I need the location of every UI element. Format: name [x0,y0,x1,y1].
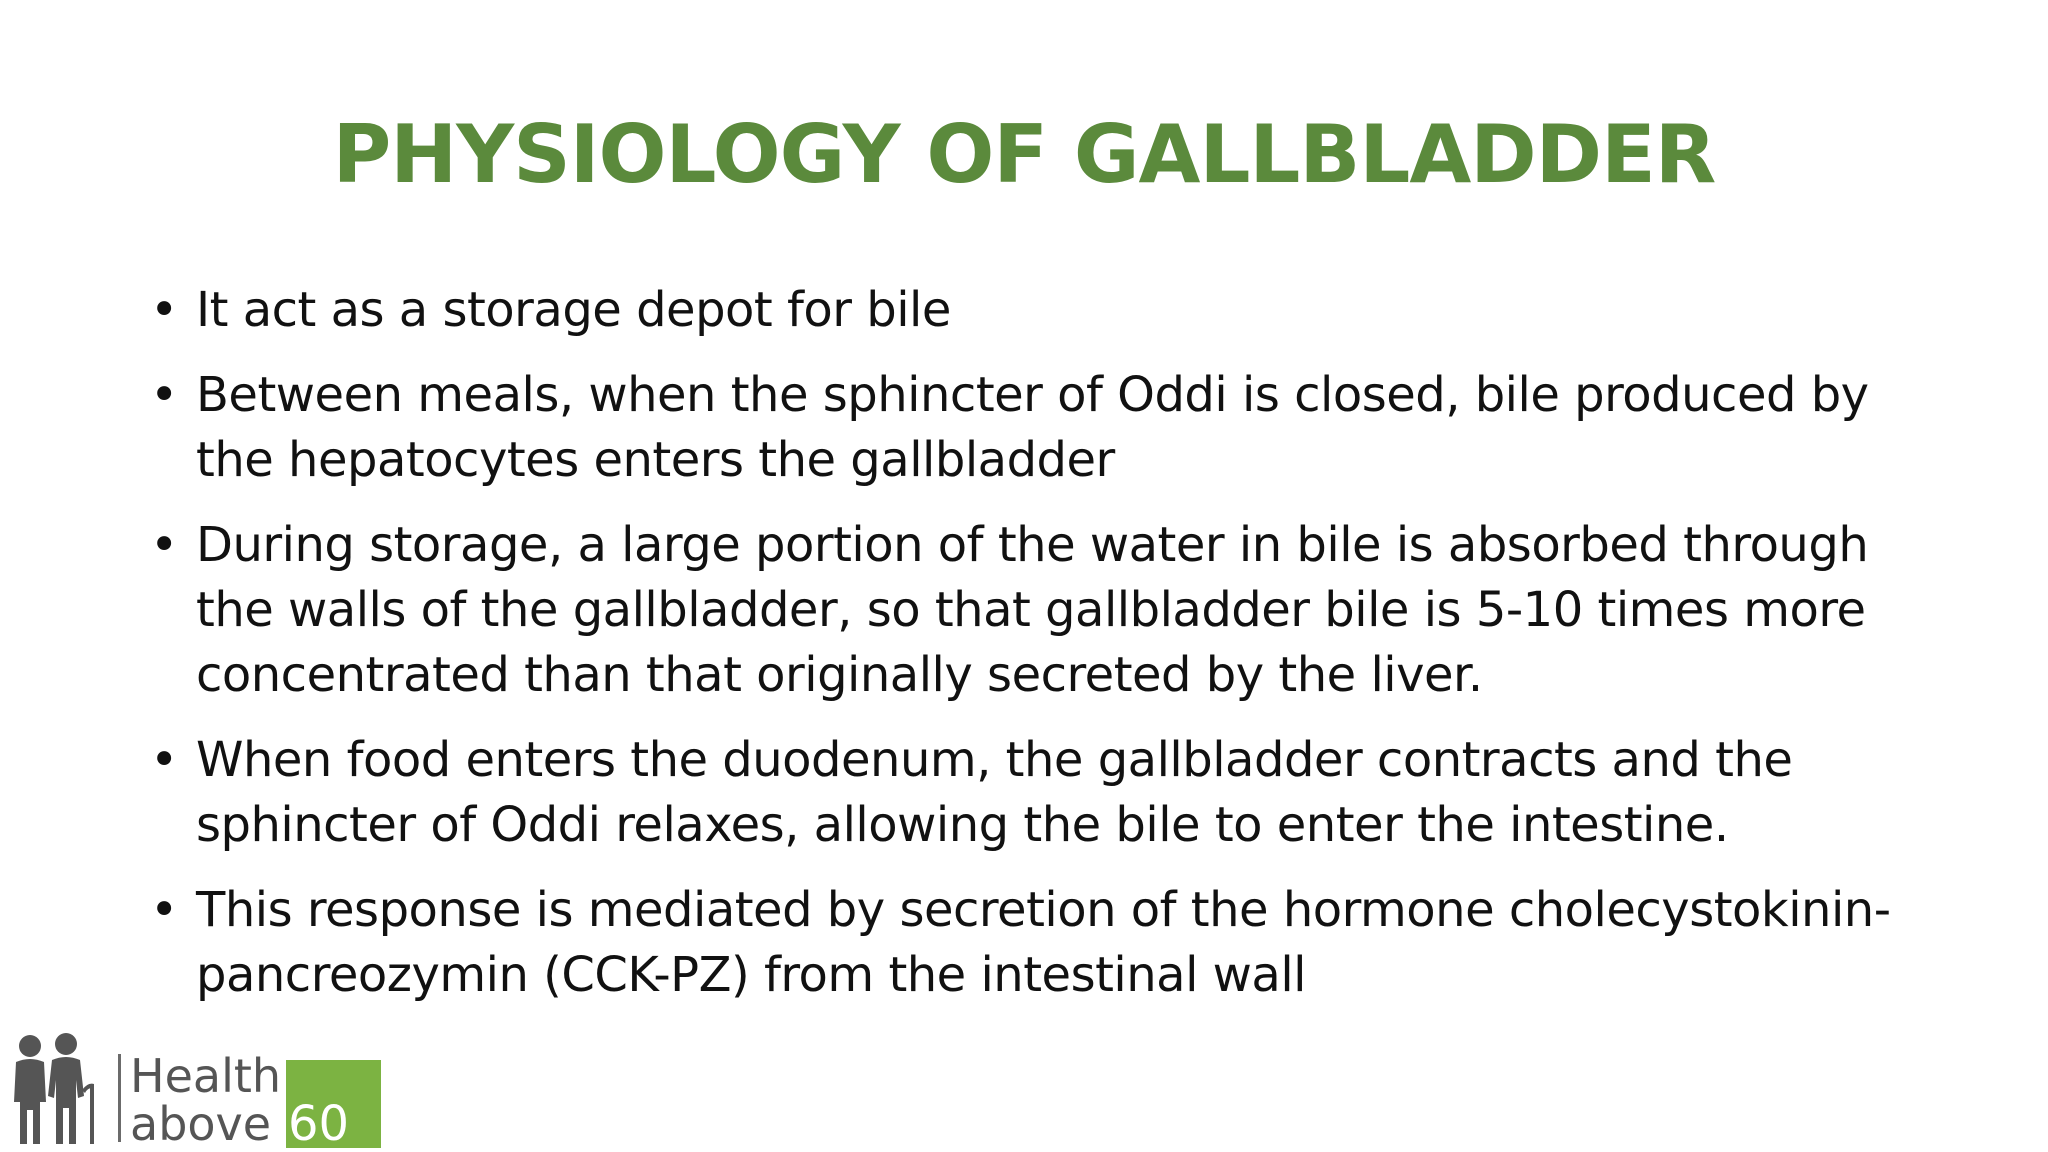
logo-text-above: above [130,1097,272,1151]
bullet-text: During storage, a large portion of the water in bile is absorbed through the walls of the gallbladder, so that gallbladder bile is 5-10 times more concentrated than that originally secreted by the liver. [196,517,1869,703]
health-above-60-logo [6,1032,386,1152]
bullet-marker: • [150,367,178,423]
bullet-item [150,278,1910,343]
bullet-text: When food enters the duodenum, the gallbladder contracts and the sphincter of Oddi relaxes, allowing the bile to enter the intestine. [196,732,1793,853]
bullet-marker: • [150,517,178,573]
bullet-marker: • [150,282,178,338]
slide-title: PHYSIOLOGY OF GALLBLADDER [332,108,1716,201]
bullet-item [150,363,1910,493]
bullet-item [150,878,1910,1008]
bullet-item [150,728,1910,858]
bullet-marker: • [150,882,178,938]
logo-text-health: Health [130,1049,282,1103]
bullet-text: Between meals, when the sphincter of Oddi is closed, bile produced by the hepatocytes enters the gallbladder [196,367,1869,488]
bullet-list [150,278,1910,1028]
logo-divider [118,1054,121,1142]
bullet-text: It act as a storage depot for bile [196,282,951,338]
bullet-text: This response is mediated by secretion of the hormone cholecystokinin-pancreozymin (CCK-PZ) from the intestinal wall [196,882,1891,1003]
bullet-marker: • [150,732,178,788]
bullet-item [150,513,1910,708]
elderly-couple-icon [6,1032,106,1148]
logo-number: 60 [288,1096,350,1152]
